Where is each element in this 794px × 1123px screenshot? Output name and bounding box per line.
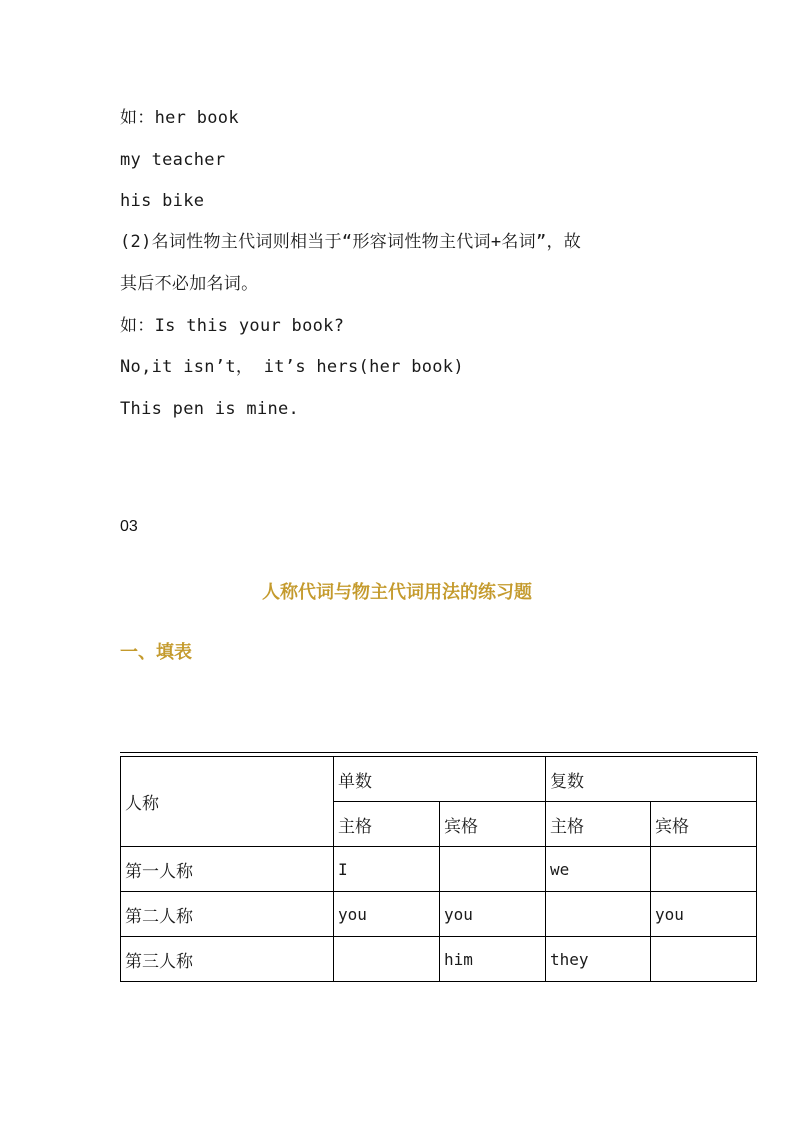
example-line-6: This pen is mine. xyxy=(120,399,300,419)
header-plural-object: 宾格 xyxy=(651,802,757,847)
example-line-2: my teacher xyxy=(120,150,226,170)
cell[interactable] xyxy=(334,937,440,982)
pronoun-table xyxy=(120,756,757,982)
table-row xyxy=(121,892,757,937)
cell[interactable]: I xyxy=(334,847,440,892)
table-top-rule xyxy=(120,752,758,753)
rule-line-2: 其后不必加名词。 xyxy=(120,274,259,294)
header-plural-subject: 主格 xyxy=(546,802,651,847)
cell[interactable]: they xyxy=(546,937,651,982)
table-row xyxy=(121,847,757,892)
cell[interactable]: you xyxy=(440,892,546,937)
header-plural: 复数 xyxy=(546,757,757,802)
header-singular-subject: 主格 xyxy=(334,802,440,847)
header-singular: 单数 xyxy=(334,757,546,802)
table-header-row xyxy=(121,757,757,802)
rule-line-1: (2)名词性物主代词则相当于“形容词性物主代词+名词”，故 xyxy=(120,232,582,252)
cell[interactable] xyxy=(546,892,651,937)
header-singular-object: 宾格 xyxy=(440,802,546,847)
row-label: 第三人称 xyxy=(121,937,334,982)
example-line-4: 如：Is this your book? xyxy=(120,316,345,336)
cell[interactable]: you xyxy=(334,892,440,937)
cell[interactable]: him xyxy=(440,937,546,982)
exercise-subtitle: 一、填表 xyxy=(120,642,192,663)
cell[interactable]: you xyxy=(651,892,757,937)
row-label: 第二人称 xyxy=(121,892,334,937)
example-line-5: No,it isn’t， it’s hers(her book) xyxy=(120,357,464,377)
row-label: 第一人称 xyxy=(121,847,334,892)
table-row xyxy=(121,937,757,982)
cell[interactable] xyxy=(651,847,757,892)
cell[interactable] xyxy=(440,847,546,892)
cell[interactable] xyxy=(651,937,757,982)
example-line-3: his bike xyxy=(120,191,205,211)
header-person: 人称 xyxy=(121,757,334,847)
example-line-1: 如：her book xyxy=(120,108,239,128)
cell[interactable]: we xyxy=(546,847,651,892)
section-number: 03 xyxy=(120,518,138,535)
exercise-title: 人称代词与物主代词用法的练习题 xyxy=(262,582,532,603)
